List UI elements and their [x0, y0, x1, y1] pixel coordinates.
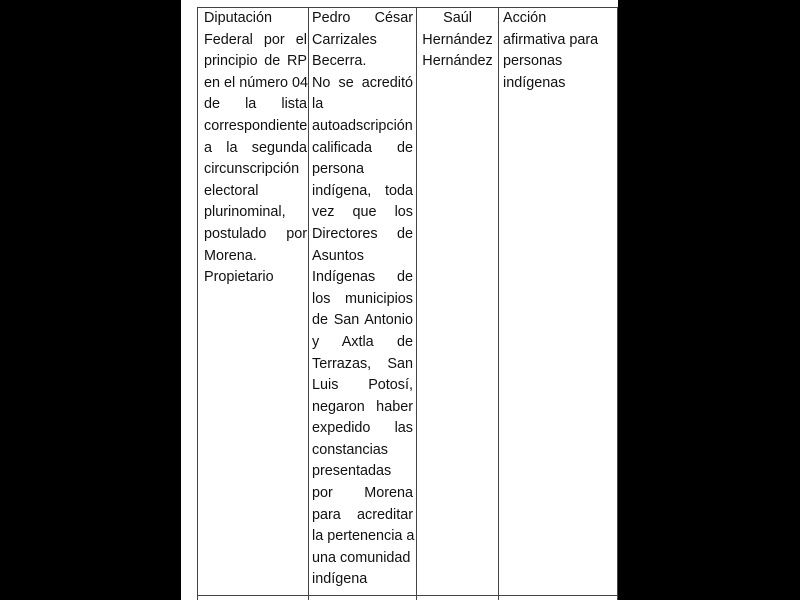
- cell-line: expedido las: [312, 420, 413, 437]
- cell-line: en el número 04: [204, 74, 309, 91]
- cell-line: negaron haber: [312, 398, 413, 415]
- table-left-border: [197, 8, 198, 600]
- column-divider: [498, 8, 499, 600]
- cell-line: Saúl: [443, 10, 472, 26]
- cell-line: persona: [312, 161, 365, 178]
- cell-line: Propietario: [204, 269, 274, 286]
- cell-line: personas: [503, 53, 563, 70]
- cell-line: Terrazas, San: [312, 355, 413, 372]
- cell-line: de la lista: [204, 96, 307, 113]
- cell-line: calificada de: [312, 139, 413, 156]
- cell-line: correspondiente: [204, 117, 308, 134]
- cell-line: Federal por el: [204, 31, 307, 48]
- cell-line: plurinominal,: [204, 204, 286, 221]
- column-divider: [416, 8, 417, 600]
- cell-line: vez que los: [312, 204, 413, 221]
- cell-line: electoral: [204, 182, 259, 199]
- cell-line: a la segunda: [204, 139, 307, 156]
- cell-line: Directores de: [312, 225, 413, 242]
- cell-line: afirmativa para: [503, 31, 599, 48]
- cell-line: y Axtla de: [312, 333, 413, 350]
- cell-line: para acreditar: [312, 506, 413, 523]
- cell-line: Asuntos: [312, 247, 364, 264]
- cell-line: Becerra.: [312, 53, 367, 70]
- cell-line: Hernández: [422, 53, 493, 70]
- cell-line: Luis Potosí,: [312, 377, 413, 394]
- cell-motivo: [503, 0, 615, 94]
- cell-line: principio de RP: [204, 53, 307, 70]
- cell-line: autoadscripción: [312, 117, 413, 134]
- cell-line: Morena.: [204, 247, 257, 264]
- cell-line: Pedro César: [312, 10, 413, 26]
- cell-line: circunscripción: [204, 161, 300, 178]
- cell-line: constancias: [312, 441, 388, 458]
- cell-line: Hernández: [422, 31, 493, 48]
- cell-line: por Morena: [312, 485, 413, 502]
- cell-line: indígena: [312, 571, 368, 588]
- cell-sustituto: [417, 0, 498, 73]
- cell-line: No se acreditó: [312, 74, 413, 91]
- column-divider: [308, 8, 309, 600]
- cell-line: indígenas: [503, 74, 566, 91]
- cell-line: presentadas: [312, 463, 392, 480]
- cell-line: Indígenas de: [312, 269, 413, 286]
- cell-line: los municipios: [312, 290, 413, 307]
- cell-line: la: [312, 96, 324, 113]
- cell-line: una comunidad: [312, 549, 411, 566]
- document-page: [181, 0, 618, 600]
- cell-line: de San Antonio: [312, 312, 413, 329]
- cell-line: la pertenencia a: [312, 528, 415, 545]
- cell-line: indígena, toda: [312, 182, 413, 199]
- table-right-border: [617, 8, 618, 600]
- cell-candidato: [312, 0, 413, 591]
- cell-line: Acción: [503, 10, 547, 26]
- cell-line: Carrizales: [312, 31, 377, 48]
- cell-line: postulado por: [204, 225, 307, 242]
- cell-cargo: [204, 0, 307, 289]
- cell-line: Diputación: [204, 10, 272, 26]
- row-bottom-border: [197, 595, 618, 596]
